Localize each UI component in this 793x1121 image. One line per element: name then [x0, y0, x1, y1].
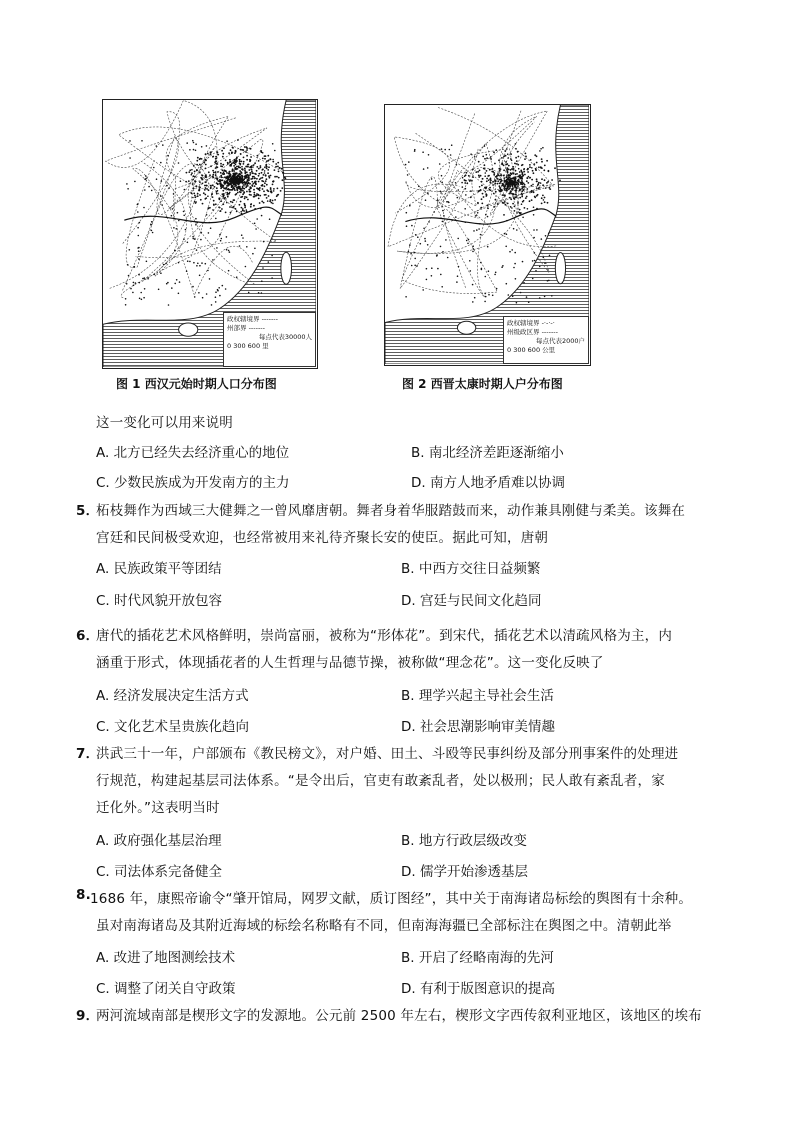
- q9-text-line: 两河流域南部是楔形文字的发源地。公元前 2500 年左右，楔形文字西传叙利亚地区，该地区的埃布: [96, 1008, 702, 1024]
- legend-1-item: 每点代表30000人: [258, 333, 312, 341]
- q6-text-line: 涵重于形式，体现插花者的人生哲理与品德节操，被称做“理念花”。这一变化反映了: [96, 655, 604, 671]
- legend-1-item: 政权辖境界 -------: [227, 315, 278, 323]
- q6-option-b: B. 理学兴起主导社会生活: [401, 688, 554, 704]
- q4-stem: 这一变化可以用来说明: [96, 415, 233, 431]
- q6-option-d: D. 社会思潮影响审美情趣: [401, 719, 555, 735]
- q7-text-line: 洪武三十一年，户部颁布《教民榜文》，对户婚、田土、斗殴等民事纠纷及部分刑事案件的处理进: [96, 746, 679, 762]
- boundary-line: [388, 174, 556, 247]
- taiwan-island: [281, 252, 292, 284]
- legend-2-scale: 0 300 600 公里: [507, 346, 556, 354]
- q7-option-d: D. 儒学开始渗透基层: [401, 864, 528, 880]
- q8-text-line: 虽对南海诸岛及其附近海域的标绘名称略有不同，但南海海疆已全部标注在舆图之中。清朝此举: [96, 918, 672, 934]
- q4-option-d: D. 南方人地矛盾难以协调: [411, 475, 565, 491]
- q4-option-c: C. 少数民族成为开发南方的主力: [96, 475, 290, 491]
- river-line: [405, 209, 556, 224]
- boundary-line: [438, 122, 534, 213]
- figure-1-caption: 图 1 西汉元始时期人口分布图: [116, 377, 277, 391]
- boundary-line: [123, 112, 277, 291]
- q8-number: 8.: [76, 887, 91, 903]
- q5-option-b: B. 中西方交往日益频繁: [401, 561, 541, 577]
- q5-option-c: C. 时代风貌开放包容: [96, 593, 223, 609]
- boundary-line: [402, 111, 548, 294]
- boundary-line: [400, 111, 521, 298]
- river-line: [124, 207, 282, 223]
- taiwan-island: [555, 253, 565, 284]
- q6-option-a: A. 经济发展决定生活方式: [96, 688, 249, 704]
- q7-option-c: C. 司法体系完备健全: [96, 864, 223, 880]
- q7-text-line: 迁化外。”这表明当时: [96, 800, 220, 816]
- legend-2-item: 每点代表2000户: [535, 337, 585, 345]
- boundary-line: [119, 127, 284, 268]
- map-figure-1: [102, 99, 318, 369]
- q4-option-a: A. 北方已经失去经济重心的地位: [96, 445, 290, 461]
- map-1-legend: [223, 312, 316, 367]
- q7-option-b: B. 地方行政层级改变: [401, 833, 527, 849]
- map-figure-2: [384, 104, 591, 366]
- legend-2-item: 州级政区界 -------: [507, 328, 558, 336]
- q6-option-c: C. 文化艺术呈贵族化趋向: [96, 719, 250, 735]
- q5-text-line: 柘枝舞作为西域三大健舞之一曾风靡唐朝。舞者身着华服踏鼓而来，动作兼具刚健与柔美。该舞在: [96, 503, 686, 519]
- q7-text-line: 行规范，构建起基层司法体系。“是令出后，官吏有敢紊乱者，处以极刑；民人敢有紊乱者，家: [96, 773, 665, 789]
- legend-1-item: 州部界 -------: [227, 324, 265, 332]
- q7-number: 7．: [76, 746, 100, 762]
- q6-number: 6．: [76, 628, 100, 644]
- legend-2-item: 政权辖境界 -·-·-·: [507, 319, 555, 327]
- q5-option-a: A. 民族政策平等团结: [96, 561, 222, 577]
- figure-2-caption: 图 2 西晋太康时期人户分布图: [402, 377, 563, 391]
- hainan-island: [457, 321, 475, 334]
- q8-option-b: B. 开启了经略南海的先河: [401, 950, 554, 966]
- q7-option-a: A. 政府强化基层治理: [96, 833, 222, 849]
- q9-number: 9．: [76, 1008, 100, 1024]
- q5-option-d: D. 宫廷与民间文化趋同: [401, 593, 542, 609]
- boundary-line: [106, 100, 238, 297]
- hainan-island: [179, 323, 198, 336]
- q4-option-b: B. 南北经济差距逐渐缩小: [411, 445, 564, 461]
- q8-option-a: A. 改进了地图测绘技术: [96, 950, 236, 966]
- map-2-legend: [503, 316, 589, 364]
- boundary-line: [415, 114, 549, 273]
- q8-option-d: D. 有利于版图意识的提高: [401, 981, 555, 997]
- q6-text-line: 唐代的插花艺术风格鲜明，崇尚富丽，被称为“形体花”。到宋代，插花艺术以清疏风格为主，内: [96, 628, 673, 644]
- q8-text-line: 1686 年，康熙帝谕令“肇开馆局，网罗文献，质订图经”，其中关于南海诸岛标绘的舆图有十余种。: [90, 891, 693, 907]
- q5-number: 5．: [76, 503, 100, 519]
- legend-1-scale: 0 300 600 里: [227, 342, 269, 350]
- q5-text-line: 宫廷和民间极受欢迎，也经常被用来礼待齐聚长安的使臣。据此可知，唐朝: [96, 530, 549, 546]
- q8-option-c: C. 调整了闭关自守政策: [96, 981, 236, 997]
